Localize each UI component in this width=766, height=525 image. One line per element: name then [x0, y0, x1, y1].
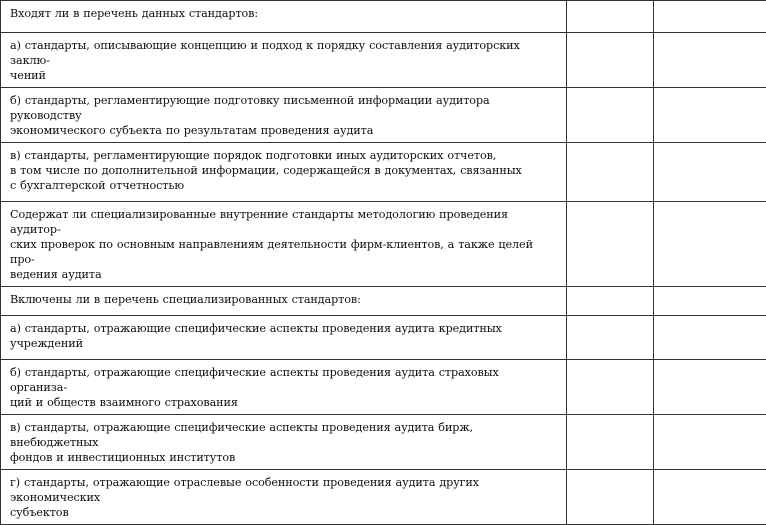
table-row	[1, 287, 766, 316]
question-text: а) стандарты, описывающие концепцию и подход к порядку составления аудиторских заклю- чений	[10, 38, 558, 83]
question-cell	[1, 360, 567, 415]
answer-cell-1[interactable]	[567, 470, 654, 525]
table-row	[1, 360, 766, 415]
question-cell	[1, 88, 567, 143]
answer-cell-2[interactable]	[654, 415, 766, 470]
answer-cell-2[interactable]	[654, 202, 766, 287]
question-cell	[1, 202, 567, 287]
question-cell	[1, 143, 567, 202]
question-cell	[1, 316, 567, 360]
answer-cell-2[interactable]	[654, 470, 766, 525]
question-cell	[1, 470, 567, 525]
answer-cell-2[interactable]	[654, 88, 766, 143]
question-text: б) стандарты, регламентирующие подготовку письменной информации аудитора руководству экономического субъекта по результатам проведения аудита	[10, 93, 558, 138]
table-row	[1, 143, 766, 202]
answer-cell-1[interactable]	[567, 415, 654, 470]
table-row	[1, 88, 766, 143]
table-row	[1, 470, 766, 525]
answer-cell-2[interactable]	[654, 360, 766, 415]
answer-cell-2[interactable]	[654, 33, 766, 88]
question-cell	[1, 33, 567, 88]
answer-cell-2[interactable]	[654, 143, 766, 202]
question-cell	[1, 287, 567, 316]
answer-cell-2[interactable]	[654, 1, 766, 33]
question-text: Содержат ли специализированные внутренние стандарты методологию проведения аудитор- ских проверок по основным направлениям деятельности фирм-клиентов, а также целей про- ведения аудита	[10, 207, 558, 282]
question-cell	[1, 1, 567, 33]
answer-cell-1[interactable]	[567, 1, 654, 33]
answer-cell-1[interactable]	[567, 202, 654, 287]
question-text: г) стандарты, отражающие отраслевые особенности проведения аудита других экономических субъектов	[10, 475, 558, 520]
answer-cell-1[interactable]	[567, 287, 654, 316]
question-text: в) стандарты, отражающие специфические аспекты проведения аудита бирж, внебюджетных фондов и инвестиционных институтов	[10, 420, 558, 465]
answer-cell-2[interactable]	[654, 316, 766, 360]
question-cell	[1, 415, 567, 470]
answer-cell-2[interactable]	[654, 287, 766, 316]
table-row	[1, 202, 766, 287]
answer-cell-1[interactable]	[567, 88, 654, 143]
question-text: б) стандарты, отражающие специфические аспекты проведения аудита страховых организа- ций и обществ взаимного страхования	[10, 365, 558, 410]
question-text: Входят ли в перечень данных стандартов:	[10, 6, 558, 21]
question-text: Включены ли в перечень специализированных стандартов:	[10, 292, 558, 307]
table-row	[1, 1, 766, 33]
answer-cell-1[interactable]	[567, 33, 654, 88]
answer-cell-1[interactable]	[567, 143, 654, 202]
question-text: а) стандарты, отражающие специфические аспекты проведения аудита кредитных учреждений	[10, 321, 558, 351]
answer-cell-1[interactable]	[567, 360, 654, 415]
question-text: в) стандарты, регламентирующие порядок подготовки иных аудиторских отчетов, в том числе по дополнительной информации, содержащейся в документах, связанных с бухгалтерской отчетностью	[10, 148, 558, 193]
table-row	[1, 415, 766, 470]
table-row	[1, 316, 766, 360]
answer-cell-1[interactable]	[567, 316, 654, 360]
table-row	[1, 33, 766, 88]
